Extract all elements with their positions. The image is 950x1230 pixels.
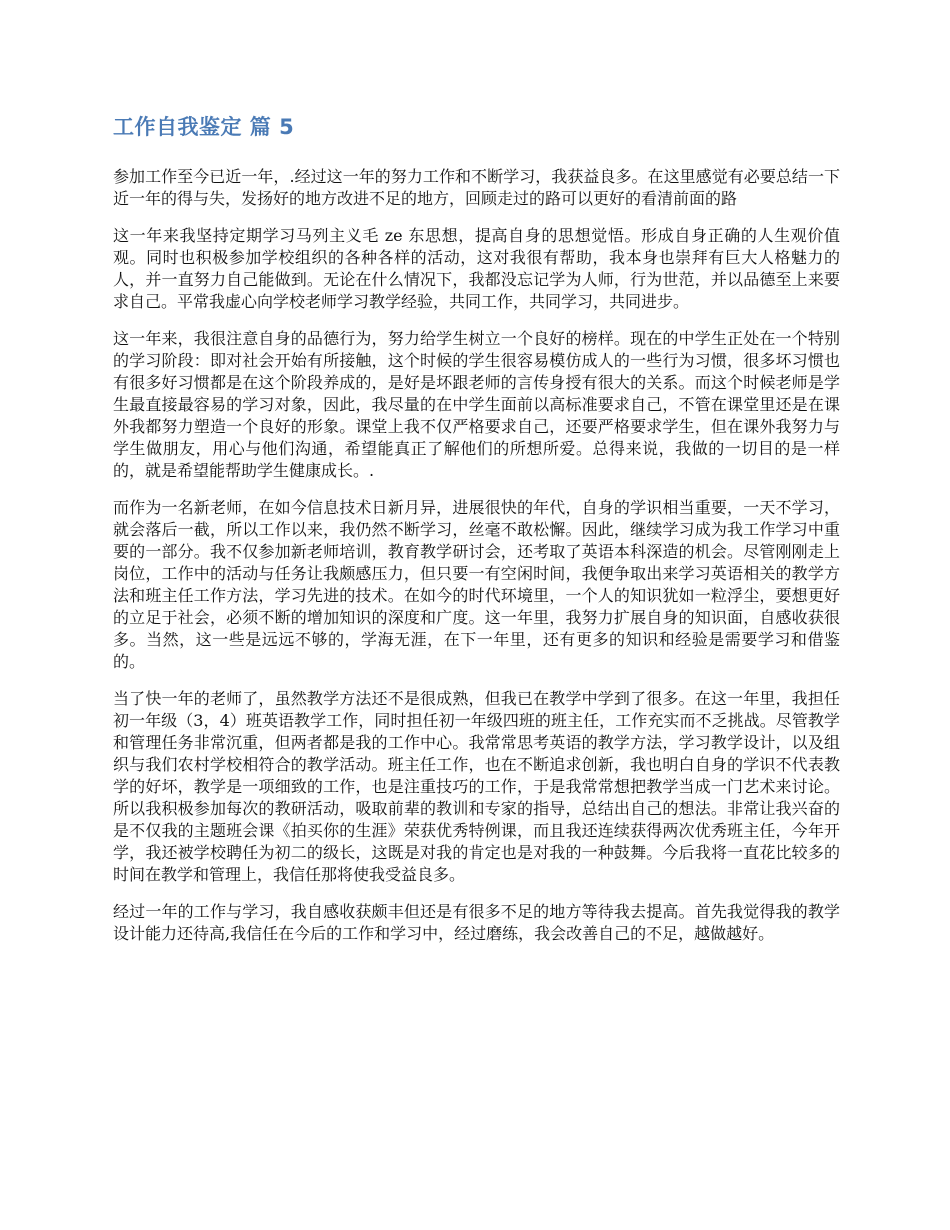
paragraph-1: 参加工作至今已近一年，.经过这一年的努力工作和不断学习，我获益良多。在这里感觉有必要总结一下近一年的得与失，发扬好的地方改进不足的地方，回顾走过的路可以更好的看清前面的路: [113, 167, 840, 208]
paragraph-4: 而作为一名新老师，在如今信息技术日新月异，进展很快的年代，自身的学识相当重要，一天不学习，就会落后一截，所以工作以来，我仍然不断学习，丝毫不敢松懈。因此，继续学习成为我工作学习中重要的一部分。我不仅参加新老师培训，教育教学研讨会，还考取了英语本科深造的机会。尽管刚刚走上岗位，工作中的活动与任务让我颇感压力，但只要一有空闲时间，我便争取出来学习英语相关的教学方法和班主任工作方法，学习先进的技术。在如今的时代环境里，一个人的知识犹如一粒浮尘，要想更好的立足于社会，必须不断的增加知识的深度和广度。这一年里，我努力扩展自身的知识面，自感收获很多。当然，这一些是远远不够的，学海无涯，在下一年里，还有更多的知识和经验是需要学习和借鉴的。: [113, 498, 840, 671]
paragraph-2: 这一年来我坚持定期学习马列主义毛 ze 东思想，提高自身的思想觉悟。形成自身正确的人生观价值观。同时也积极参加学校组织的各种各样的活动，这对我很有帮助，我本身也崇拜有巨大人格魅力的人，并一直努力自己能做到。无论在什么情况下，我都没忘记学为人师，行为世范，并以品德至上来要求自己。平常我虚心向学校老师学习教学经验，共同工作，共同学习，共同进步。: [113, 226, 840, 311]
paragraph-3: 这一年来，我很注意自身的品德行为，努力给学生树立一个良好的榜样。现在的中学生正处在一个特别的学习阶段：即对社会开始有所接触，这个时候的学生很容易模仿成人的一些行为习惯，很多坏习惯也有很多好习惯都是在这个阶段养成的，是好是坏跟老师的言传身授有很大的关系。而这个时候老师是学生最直接最容易的学习对象，因此，我尽量的在中学生面前以高标准要求自己，不管在课堂里还是在课外我都努力塑造一个良好的形象。课堂上我不仅严格要求自己，还要严格要求学生，但在课外我努力与学生做朋友，用心与他们沟通，希望能真正了解他们的所想所爱。总得来说，我做的一切目的是一样的，就是希望能帮助学生健康成长。.: [113, 329, 840, 480]
paragraph-5: 当了快一年的老师了，虽然教学方法还不是很成熟，但我已在教学中学到了很多。在这一年里，我担任初一年级（3，4）班英语教学工作，同时担任初一年级四班的班主任，工作充实而不乏挑战。尽管教学和管理任务非常沉重，但两者都是我的工作中心。我常常思考英语的教学方法，学习教学设计，以及组织与我们农村学校相符合的教学活动。班主任工作，也在不断追求创新，我也明白自身的学识不代表教学的好坏，教学是一项细致的工作，也是注重技巧的工作，于是我常常想把教学当成一门艺术来讨论。所以我积极参加每次的教研活动，吸取前辈的教训和专家的指导，总结出自己的想法。非常让我兴奋的是不仅我的主题班会课《拍买你的生涯》荣获优秀特例课，而且我还连续获得两次优秀班主任，今年开学，我还被学校聘任为初二的级长，这既是对我的肯定也是对我的一种鼓舞。今后我将一直花比较多的时间在教学和管理上，我信任那将使我受益良多。: [113, 689, 840, 884]
paragraph-6: 经过一年的工作与学习，我自感收获颇丰但还是有很多不足的地方等待我去提高。首先我觉得我的教学设计能力还待高,我信任在今后的工作和学习中，经过磨练，我会改善自己的不足，越做越好。: [113, 902, 840, 943]
document-page: [113, 112, 840, 960]
document-title: 工作自我鉴定 篇 5: [113, 115, 295, 139]
